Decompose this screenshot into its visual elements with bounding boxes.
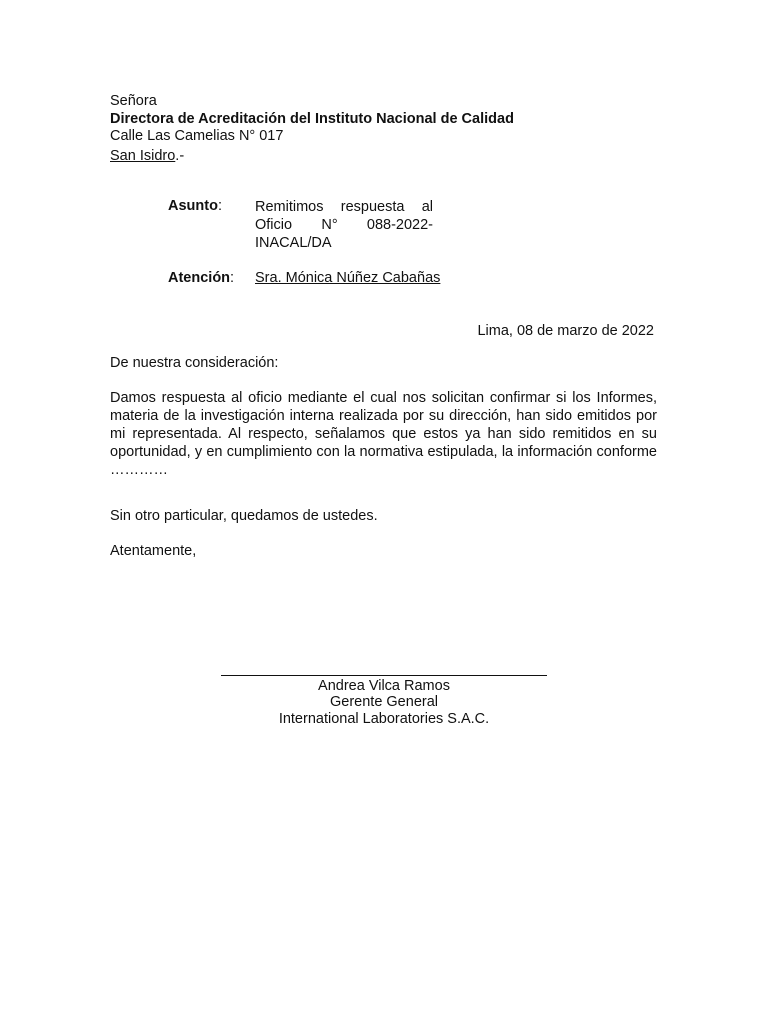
recipient-district-suffix: .- [175,148,185,164]
subject-label: Asunto [168,198,218,214]
signature-company: International Laboratories S.A.C. [278,711,490,727]
attention-colon: : [230,270,235,286]
signature-position: Gerente General [329,694,438,710]
attention-label-line [168,270,234,286]
signature-line [221,675,547,676]
recipient-district-line [110,147,184,165]
subject-text-last: INACAL/DA [255,235,332,251]
closing-line: Sin otro particular, quedamos de ustedes. [110,508,378,524]
subject-label-line [168,198,222,214]
sign-off: Atentamente, [110,543,197,559]
subject-text-block [255,198,433,252]
signature-name: Andrea Vilca Ramos [318,678,450,694]
subject-colon: : [217,198,222,214]
recipient-title: Directora de Acreditación del Instituto Nacional de Calidad [110,111,514,127]
attention-label: Atención [168,270,231,286]
recipient-salutation: Señora [110,93,157,109]
recipient-address: Calle Las Camelias N° 017 [110,128,284,144]
letter-body: Damos respuesta al oficio mediante el cual nos solicitan confirmar si los Informes, materia de la investigación interna realizada por su dirección, han sido emitidos por mi representada. Al respecto, señalamos que estos ya han sido remitidos en su oportunidad, y en cumplimiento con la normativa estipulada, la información conforme ………… [110,390,657,478]
recipient-district: San Isidro [110,148,176,164]
attention-person: Sra. Mónica Núñez Cabañas [255,270,441,286]
subject-text: Remitimos respuesta al Oficio N° 088-2022- [255,199,433,233]
letter-greeting: De nuestra consideración: [110,355,279,371]
letter-date: Lima, 08 de marzo de 2022 [477,323,654,339]
